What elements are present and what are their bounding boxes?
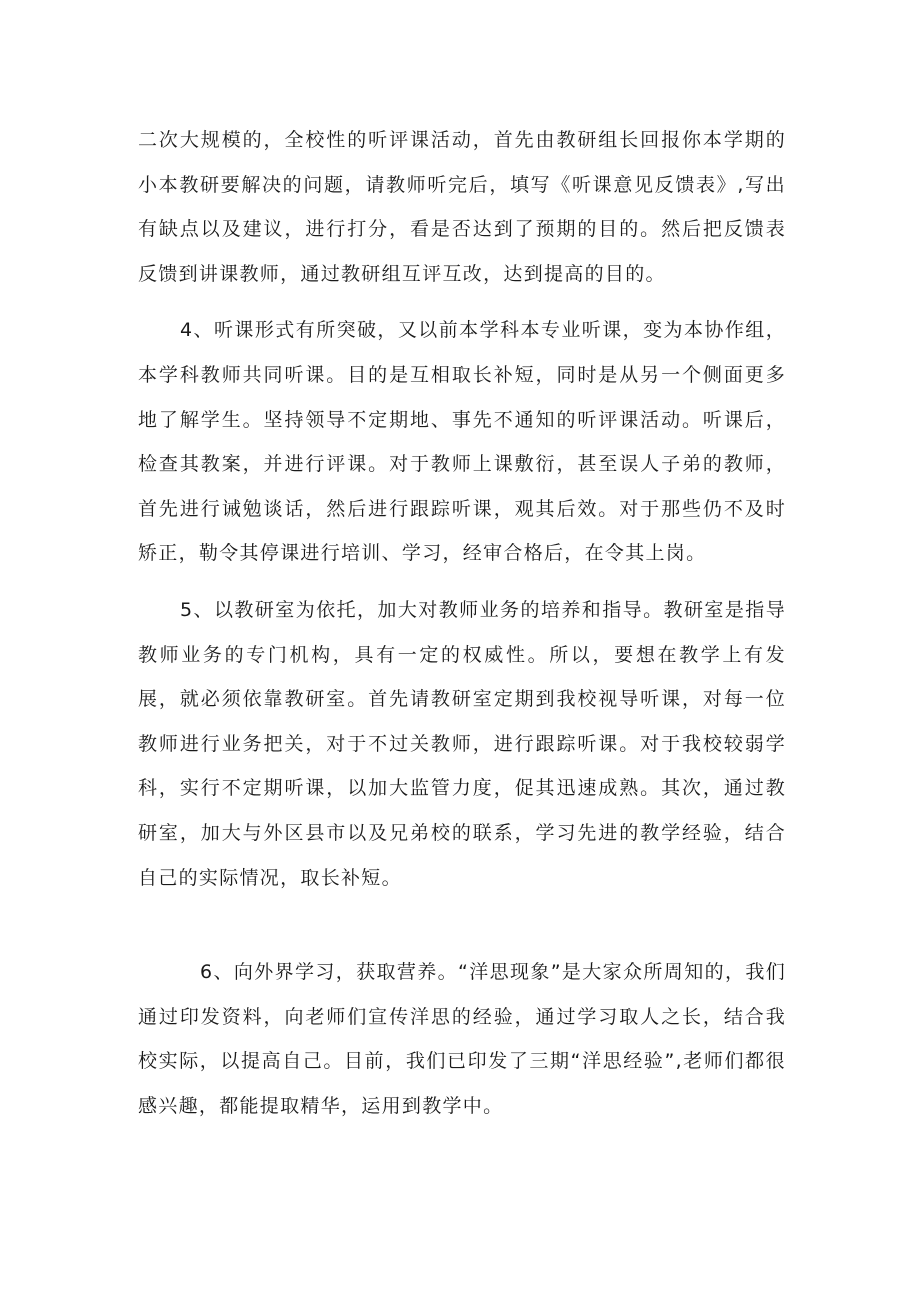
paragraph-item-5: 5、以教研室为依托，加大对教师业务的培养和指导。教研室是指导教师业务的专门机构，具有一定的权威性。所以，要想在教学上有发展，就必须依靠教研室。首先请教研室定期到我校视导听课，对每一位教师进行业务把关，对于不过关教师，进行跟踪听课。对于我校较弱学科，实行不定期听课，以加大监管力度，促其迅速成熟。其次，通过教研室，加大与外区县市以及兄弟校的联系，学习先进的教学经验，结合自己的实际情况，取长补短。 — [138, 598, 786, 889]
paragraph-continuation: 二次大规模的，全校性的听评课活动，首先由教研组长回报你本学期的小本教研要解决的问题，请教师听完后，填写《听课意见反馈表》,写出有缺点以及建议，进行打分，看是否达到了预期的目的。然后把反馈表反馈到讲课教师，通过教研组互评互改，达到提高的目的。 — [138, 129, 786, 285]
document-page — [138, 118, 786, 1128]
paragraph-item-6: 6、向外界学习，获取营养。“洋思现象”是大家众所周知的，我们通过印发资料，向老师们宣传洋思的经验，通过学习取人之长，结合我校实际，以提高自己。目前，我们已印发了三期“洋思经验”,老师们都很感兴趣，都能提取精华，运用到教学中。 — [138, 961, 786, 1117]
paragraph-item-4: 4、听课形式有所突破，又以前本学科本专业听课，变为本协作组，本学科教师共同听课。目的是互相取长补短，同时是从另一个侧面更多地了解学生。坚持领导不定期地、事先不通知的听评课活动。听课后，检查其教案，并进行评课。对于教师上课敷衍，甚至误人子弟的教师，首先进行诫勉谈话，然后进行跟踪听课，观其后效。对于那些仍不及时矫正，勒令其停课进行培训、学习，经审合格后，在令其上岗。 — [138, 319, 786, 565]
